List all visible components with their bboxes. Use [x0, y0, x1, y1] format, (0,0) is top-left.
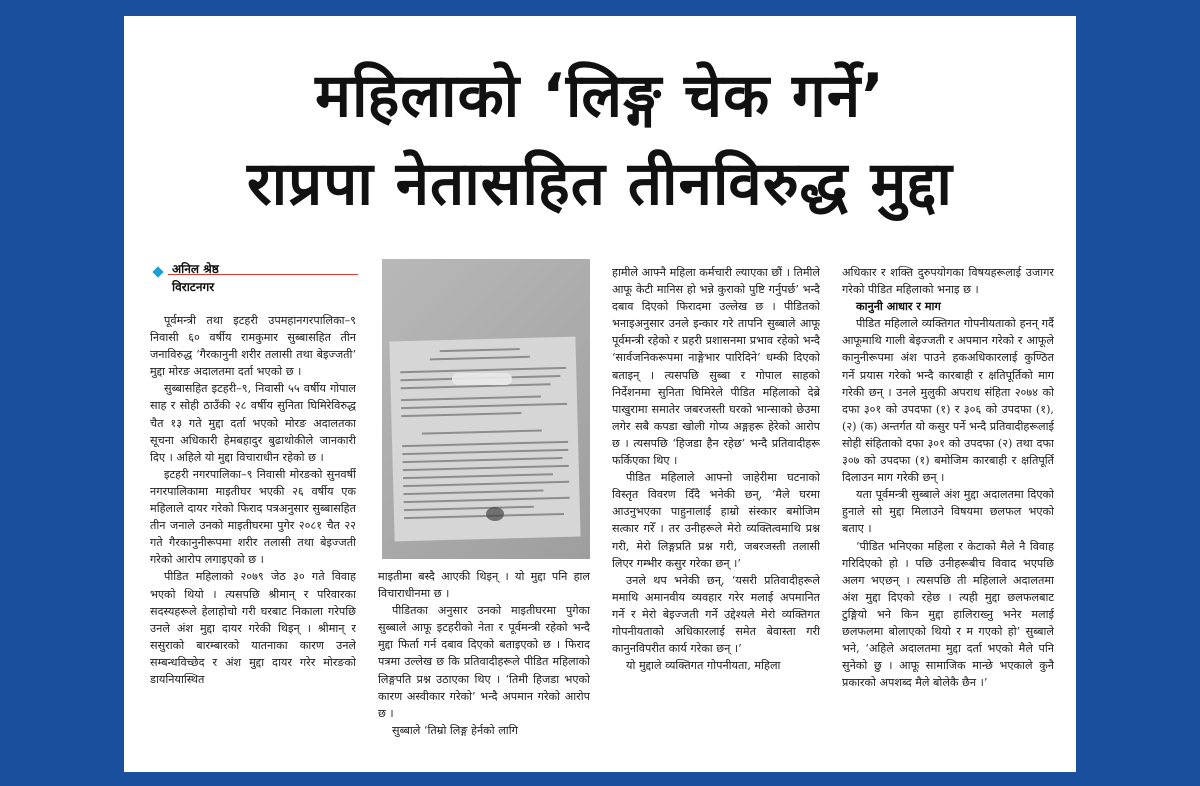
byline	[154, 260, 360, 294]
doc-line	[430, 356, 530, 361]
doc-line	[404, 497, 570, 503]
byline-diamond-icon	[152, 266, 163, 277]
fingerprint-stamp-icon	[486, 507, 504, 521]
doc-line	[422, 430, 542, 435]
article-column-3	[612, 264, 820, 764]
redacted-area	[452, 373, 512, 385]
doc-line	[401, 403, 567, 409]
paragraph: इटहरी नगरपालिका–९ निवासी मोरङको सुनवर्षी नगरपालिकामा माइतीघर भएकी २६ वर्षीय एक महिलाले दायर गरेको फिराद पत्रअनुसार सुब्बासहित तीन जनाले उनको माइतीघरमा पुगेर २०८१ चैत २२ गते गैरकानुनीरूपमा शरीर तलासी तथा बेइज्जती गरेको आरोप लगाइएको छ ।	[150, 467, 356, 567]
paragraph: उनले थप भनेकी छन्, ‘यसरी प्रतिवादीहरूले ममाथि अमानवीय व्यवहार गरेर मलाई अपमानित गर्ने र मेरो बेइज्जती गर्ने उद्देश्यले मेरो व्यक्तिगत गोपनीयताको अधिकारलाई समेत बेवास्ता गरी कानुनविपरीत कार्य गरेका छन् ।’	[612, 573, 820, 656]
paragraph: पूर्वमन्त्री तथा इटहरी उपमहानगरपालिका–९ निवासी ६० वर्षीय रामकुमार सुब्बासहित तीन जनाविरुद्ध ‘गैरकानुनी शरीर तलासी तथा बेइज्जती’ मुद्दा मोरङ अदालतमा दर्ता भएको छ ।	[150, 314, 356, 379]
headline-line-1: महिलाको ‘लिङ्ग चेक गर्ने’	[315, 61, 885, 131]
paragraph: यता पूर्वमन्त्री सुब्बाले अंश मुद्दा अदालतमा दिएको हुनाले सो मुद्दा मिलाउने विषयमा छलफल भएको बताए ।	[842, 488, 1054, 536]
article-column-1	[150, 312, 356, 764]
doc-line	[402, 449, 568, 455]
doc-line	[403, 457, 563, 463]
paragraph: पीडित महिलाले व्यक्तिगत गोपनीयताको हनन् गर्दै आफूमाथि गाली बेइज्जती र अपमान गरेको र आफूले कानुनीरूपमा अंश पाउने हकअधिकारलाई कुण्ठित गर्ने प्रयास गरेको भन्दै कारबाही र क्षतिपूर्तिको माग गरेकी छन् । उनले मुलुकी अपराध संहिता २०७४ को दफा ३०१ को उपदफा (१) र ३०६ को उपदफा (१), (२) (क) अन्तर्गत यो कसुर पर्ने भन्दै प्रतिवादीहरूलाई सोही संहिताको दफा ३०१ को उपदफा (२) तथा दफा ३०७ को उपदफा (१) बमोजिम कारबाही र क्षतिपूर्ति दिलाउन माग गरेकी छन् ।	[842, 317, 1054, 485]
doc-line	[404, 513, 564, 519]
doc-line	[403, 473, 553, 479]
paragraph: माइतीमा बस्दै आएकी थिइन् । यो मुद्दा पनि हाल विचाराधीनमा छ ।	[378, 570, 590, 601]
document-photo	[382, 259, 590, 559]
byline-author: अनिल श्रेष्ठ	[172, 262, 219, 276]
byline-place: विराटनगर	[172, 280, 215, 294]
paragraph: ‘पीडित भनिएका महिला र केटाको मैले नै विवाह गरिदिएको हो । पछि उनीहरूबीच विवाद भएपछि अलग भएछन् । त्यसपछि ती महिलाले अदालतमा अंश मुद्दा दिएको रहेछ । त्यही मुद्दा छलफलबाट टुङ्गियो भने किन मुद्दा हालिराख्नु भनेर मलाई छलफलमा बोलाएको थियो र म गएको हो’ सुब्बाले भने, ‘अहिले अदालतमा मुद्दा दर्ता भएको मैले पनि सुनेको छु । आफू सामाजिक मान्छे भएकाले कुनै प्रकारको अपशब्द मैले बोलेकै छैन ।’	[842, 539, 1054, 690]
doc-line	[403, 489, 543, 495]
paragraph: पीडितका अनुसार उनको माइतीघरमा पुगेका सुब्बाले आफू इटहरीको नेता र पूर्वमन्त्री रहेको भन्दै मुद्दा फिर्ता गर्न दबाव दिएको बताइएको छ । फिराद पत्रमा उल्लेख छ कि प्रतिवादीहरूले पीडित महिलाको लिङ्गपति प्रश्न उठाएका थिए । ‘तिमी हिजडा भएको कारण अस्वीकार गरेको’ भन्दै अपमान गरेको आरोप छ ।	[378, 604, 590, 720]
paragraph: अधिकार र शक्ति दुरुपयोगका विषयहरूलाई उजागर गरेको पीडित महिलाको भनाइ छ ।	[842, 266, 1054, 297]
doc-line	[401, 412, 521, 417]
doc-line	[403, 465, 569, 471]
paragraph: सुब्बासहित इटहरी–९, निवासी ५५ वर्षीय गोपाल साह र सोही ठाउँकी २८ वर्षीय सुनिता घिमिरेविरुद्ध चैत १३ गते मुद्दा दर्ता भएको मोरङ अदालतका सूचना अधिकारी हेमबहादुर बुढाथोकीले जानकारी दिए । अहिले यो मुद्दा विचाराधीन रहेको छ ।	[150, 382, 356, 464]
article-column-2	[378, 568, 590, 764]
doc-line	[404, 506, 534, 511]
headline-line-2: राप्रपा नेतासहित तीनविरुद्ध मुद्दा	[247, 149, 953, 219]
doc-line	[403, 481, 569, 487]
paragraph: सुब्बाले ‘तिम्रो लिङ्ग हेर्नको लागि	[392, 723, 518, 737]
paragraph: यो मुद्दाले व्यक्तिगत गोपनीयता, महिला	[626, 659, 781, 673]
paragraph: हामीले आफ्नै महिला कर्मचारी ल्याएका छौं । तिमीले आफू केटी मानिस हो भन्ने कुराको पुष्टि गर्नुपर्छ’ भन्दै दबाव दिएको फिरादमा उल्लेख छ । पीडितको भनाइअनुसार उनले इन्कार गरे तापनि सुब्बाले आफू पूर्वमन्त्री रहेको र प्रहरी प्रशासनमा प्रभाव रहेको भन्दै ‘सार्वजनिकरूपमा नाङ्गेभार पारिदिने’ धम्की दिएको बताइन् । त्यसपछि सुब्बा र गोपाल साहको निर्देशनमा सुनिता घिमिरेले पीडित महिलाको देब्रे पाखुरामा समातेर जबरजस्ती घरको भान्साको छेउमा लगेर सबै कपडा खोली गोप्य अङ्गहरू हेरेको आरोप छ । त्यसपछि ‘हिजडा हैन रहेछ’ भन्दै प्रतिवादीहरू फर्किएका थिए ।	[612, 266, 820, 468]
doc-line	[401, 396, 541, 402]
document-sheet	[389, 337, 580, 542]
doc-line	[440, 348, 520, 352]
paragraph: पीडित महिलाको २०७९ जेठ ३० गते विवाह भएको थियो । त्यसपछि श्रीमान् र परिवारका सदस्यहरूले हेलाहोचो गरी घरबाट निकाला गरेपछि उनले अंश मुद्दा दायर गरेकी थिइन् । श्रीमान् र ससुराको बारम्बारको यातनाका कारण उनले सम्बन्धविच्छेद र अंश मुद्दा दायर गरेर मोरङको डायनियास्थित	[150, 570, 356, 686]
subheading: कानुनी आधार र माग	[856, 300, 941, 314]
newspaper-page	[124, 16, 1076, 772]
paragraph: पीडित महिलाले आफ्नो जाहेरीमा घटनाको विस्तृत विवरण दिँदै भनेकी छन्, ‘मैले घरमा आउनुभएका पाहुनालाई हाम्रो संस्कार बमोजिम सत्कार गरेँ । तर उनीहरूले मेरो व्यक्तित्वमाथि प्रश्न गरी, मेरो लिङ्गप्रति प्रश्न गरी, जबरजस्ती तलासी लिएर गम्भीर कसुर गरेका छन् ।’	[612, 471, 820, 570]
article-column-4	[842, 264, 1054, 764]
doc-line	[402, 441, 568, 447]
